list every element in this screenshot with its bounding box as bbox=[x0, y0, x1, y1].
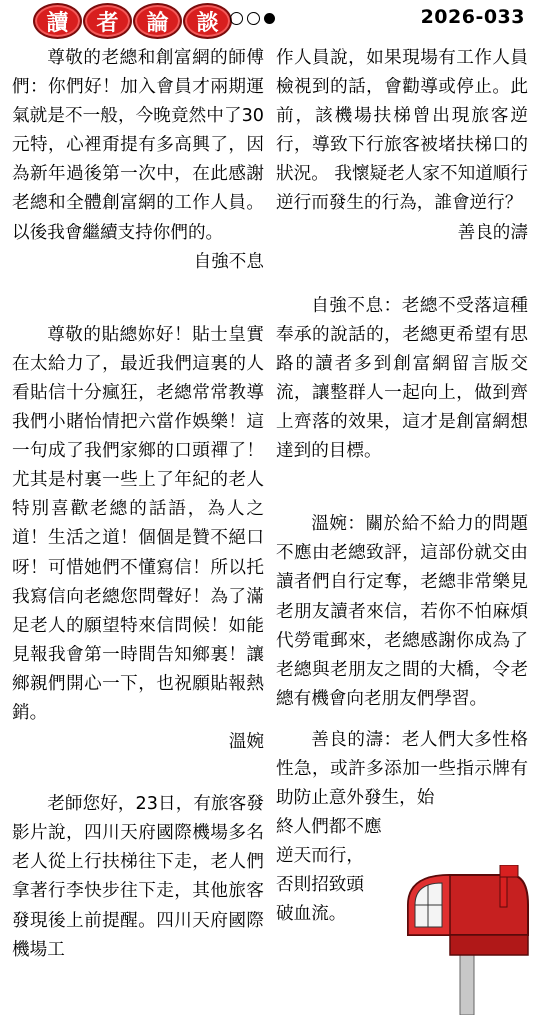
red-mailbox-icon bbox=[400, 865, 535, 1015]
reply-3-text: 善良的濤：老人們大多性格性急，或許多添加一些指示牌有助防止意外發生，始 bbox=[276, 729, 528, 809]
letter-3-signature: 善良的濤 bbox=[457, 222, 528, 243]
letter-3-text-end: 作人員說，如果現場有工作人員檢視到的話，會勸導或停止。此前，該機場扶梯曾出現旅客逆行，導致下行旅客被堵扶梯口的狀況。 我懷疑老人家不知道順行逆行而發生的行為，誰會逆行？ bbox=[276, 48, 528, 214]
title-char-4: 談 bbox=[183, 3, 232, 39]
column-title bbox=[33, 3, 232, 39]
reply-3-line-4: 否則招致頭 bbox=[276, 875, 364, 896]
right-column bbox=[276, 44, 528, 930]
header bbox=[0, 0, 545, 38]
letter-1-text: 尊敬的老總和創富網的師傅們：你們好！加入會員才兩期運氣就是不一般，今晚竟然中了30元特，心裡甭提有多高興了，因為新年過後第一次中，在此感謝老總和全體創富網的工作人員。以後我會繼續支持你們的。 bbox=[12, 48, 264, 243]
title-char-3: 論 bbox=[133, 3, 182, 39]
decorative-dots-icon bbox=[230, 12, 275, 25]
issue-number: 2026-033 bbox=[420, 6, 525, 28]
reply-2-text: 溫婉：關於給不給力的問題不應由老總致評，這部份就交由讀者們自行定奪，老總非常樂見老朋友讀者來信，若你不怕麻煩代勞電郵來，老總感謝你成為了老總與老朋友之間的大橋，令老總有機會向老朋友們學習。 bbox=[276, 514, 528, 709]
letter-2-signature: 溫婉 bbox=[228, 732, 264, 753]
reply-3-line-2: 終人們都不應 bbox=[276, 817, 382, 838]
letter-1-signature: 自強不息 bbox=[193, 251, 264, 272]
letter-3-text-start: 老師您好，23日，有旅客發影片說，四川天府國際機場多名老人從上行扶梯往下走，老人們拿著行李快步往下走，其他旅客發現後上前提醒。四川天府國際機場工 bbox=[12, 794, 264, 960]
left-column bbox=[12, 44, 264, 965]
reply-1-text: 自強不息：老總不受落這種奉承的說話的，老總更希望有思路的讀者多到創富網留言版交流，讓整群人一起向上，做到齊上齊落的效果，這才是創富網想達到的目標。 bbox=[276, 295, 528, 462]
reply-3-line-5: 破血流。 bbox=[276, 904, 347, 925]
letter-2-text: 尊敬的貼總妳好！貼士皇實在太給力了，最近我們這裏的人看貼信十分瘋狂，老總常常教導我們小賭怡情把六當作娛樂！這一句成了我們家鄉的口頭禪了！尤其是村裏一些上了年紀的老人特別喜歡老總的話語，為人之道！生活之道！個個是贊不絕口呀！可惜她們不懂寫信！所以托我寫信向老總您問聲好！為了滿足老人的願望特來信問候！如能見報我會第一時間告知鄉裏！讓鄉親們開心一下，也祝願貼報熱銷。 bbox=[12, 324, 264, 723]
title-char-2: 者 bbox=[83, 3, 132, 39]
title-char-1: 讀 bbox=[33, 3, 82, 39]
reply-3-line-3: 逆天而行， bbox=[276, 846, 364, 867]
